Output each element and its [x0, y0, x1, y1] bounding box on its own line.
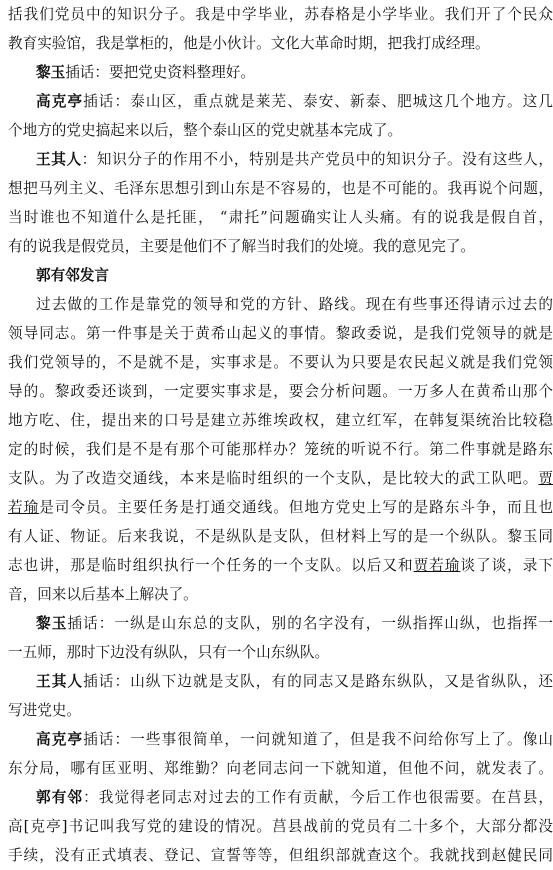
text-line: 括我们党员中的知识分子。我是中学毕业，苏春格是小学毕业。我们开了个民众 [8, 6, 553, 23]
text-line: 写进党史。 [8, 702, 81, 719]
speaker-name: 高克亭 [36, 93, 84, 110]
speaker-paragraph: 王其人：知识分子的作用不小，特别是共产党员中的知识分子。没有这些人， [36, 151, 553, 168]
text-line: 一五师，那时下边没有纵队，只有一个山东纵队。 [8, 644, 330, 661]
speaker-paragraph: 高克亭插话：一些事很简单，一问就知道了，但是我不问给你写上了。像山 [36, 731, 553, 748]
text-line: 支队。为了改造交通线，本来是临时组织的一个支队，是比较大的武工队吧。贾 [8, 470, 553, 487]
text-line: 导的。黎政委还谈到，一定要实事求是，要会分析问题。一万多人在黄希山那个 [8, 383, 553, 400]
underlined-name: 贾 [538, 470, 553, 487]
speaker-name: 郭有邻 [36, 789, 84, 806]
text-line: 定的时候，我们是不是有那个可能那样办？笼统的听说不行。第二件事就是路东 [8, 441, 553, 458]
speaker-name: 王其人 [36, 673, 84, 690]
speaker-paragraph: 王其人插话：山纵下边就是支队，有的同志又是路东纵队，又是省纵队，还 [36, 673, 553, 690]
speaker-name: 高克亭 [36, 731, 84, 748]
text-line: 手续，没有正式填表、登记、宣誓等等，但组织部就查这个。我就找到赵健民同 [8, 847, 553, 864]
text-line: 过去做的工作是靠党的领导和党的方针、路线。现在有些事还得请示过去的 [36, 296, 553, 313]
speaker-paragraph: 高克亭插话：泰山区，重点就是莱芜、泰安、新泰、肥城这几个地方。这几 [36, 93, 553, 110]
text-line: 我们党领导的，不是就不是，实事求是。不要认为只要是农民起义就是我们党领 [8, 354, 553, 371]
section-heading: 郭有邻发言 [36, 267, 109, 284]
text-line: 志也讲，那是临时组织执行一个任务的一个支队。以后又和贾若瑜谈了谈，录下 [8, 557, 553, 574]
speaker-paragraph: 郭有邻：我觉得老同志对过去的工作有贡献，今后工作也很需要。在莒县， [36, 789, 553, 806]
text-line: 领导同志。第一件事是关于黄希山起义的事情。黎政委说，是我们党领导的就是 [8, 325, 553, 342]
text-line: 想把马列主义、毛泽东思想引到山东是不容易的，也是不可能的。我再说个问题， [8, 180, 553, 197]
text-line: 有的说我是假党员，主要是他们不了解当时我们的处境。我的意见完了。 [8, 238, 476, 255]
speaker-name: 黎玉 [36, 615, 68, 632]
text-line: 教育实验馆，我是掌柜的，他是小伙计。文化大革命时期，把我打成经理。 [8, 35, 490, 52]
text-line: 当时谁也不知道什么是托匪， “肃托”问题确实让人头痛。有的说我是假自首， [8, 209, 553, 226]
speaker-name: 王其人 [36, 151, 82, 168]
text-line: 地方吃、住，提出来的口号是建立苏维埃政权，建立红军，在韩复渠统治比较稳 [8, 412, 553, 429]
speaker-name: 黎玉 [36, 64, 66, 81]
text-line: 个地方的党史搞起来以后，整个泰山区的党史就基本完成了。 [8, 122, 403, 139]
text-line: 高[克亭]书记叫我写党的建设的情况。莒县战前的党员有二十多个，大部分都没 [8, 818, 553, 835]
text-line: 音，回来以后基本上解决了。 [8, 586, 198, 603]
text-line: 有人证、物证。后来我说，不是纵队是支队，但材料上写的是一个纵队。黎玉同 [8, 528, 553, 545]
text-line: 若瑜是司令员。主要任务是打通交通线。但地方党史上写的是路东斗争，而且也 [8, 499, 553, 516]
speaker-paragraph: 黎玉插话：要把党史资料整理好。 [36, 64, 255, 81]
text-line: 东分局，哪有匡亚明、郑维勤？向老同志问一下就知道，但他不问，就发表了。 [8, 760, 553, 777]
underlined-name: 若瑜 [8, 499, 40, 516]
underlined-name: 贾若瑜 [413, 557, 461, 574]
speaker-paragraph: 黎玉插话：一纵是山东总的支队，别的名字没有，一纵指挥山纵，也指挥一 [36, 615, 553, 632]
